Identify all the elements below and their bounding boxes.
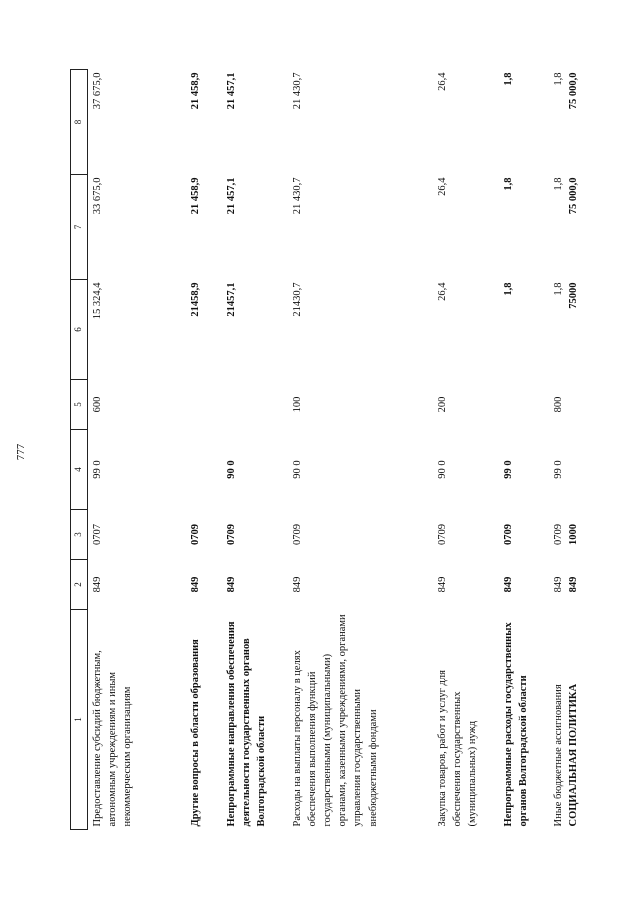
target-code: 99 0 [92, 460, 103, 479]
row-name: Непрограммные расходы государственных органов Волгоградской области [502, 622, 529, 827]
value-col6: 1,8 [552, 282, 564, 296]
column-header: 8 [71, 70, 88, 175]
expense-kind: 100 [291, 396, 303, 413]
column-header: 5 [71, 380, 88, 430]
value-col6: 26,4 [436, 282, 448, 301]
value-col7: 21 457,1 [225, 177, 237, 215]
section-code: 0709 [436, 524, 448, 545]
row-name: Расходы на выплаты персоналу в целях обеспечения выполнения функций государственными (муниципальными) органами, казенными учреждениями, органами управления государственными внебюджетными фондами [291, 614, 379, 827]
column-number-header [71, 70, 88, 830]
value-col6: 75000 [567, 282, 579, 309]
column-header: 3 [71, 510, 88, 560]
table-row [88, 70, 186, 830]
value-col8: 1,8 [552, 72, 564, 86]
table-row [186, 70, 222, 830]
section-code: 0709 [291, 524, 303, 545]
value-col6: 21430,7 [291, 282, 303, 317]
section-code: 0709 [189, 524, 201, 545]
section-code: 1000 [567, 524, 579, 545]
column-header: 1 [71, 610, 88, 830]
value-col8-pair [549, 70, 583, 175]
value-col8: 75 000,0 [567, 72, 579, 110]
target-code [186, 430, 222, 510]
target-code: 99 0 [552, 460, 564, 479]
target-code: 90 0 [291, 460, 303, 479]
value-col8: 21 457,1 [225, 72, 237, 110]
table-row [549, 70, 583, 830]
budget-table-rotated [70, 70, 579, 830]
value-col6: 15 324,4 [92, 282, 103, 320]
value-col7: 21 430,7 [291, 177, 303, 215]
expense-kind [499, 380, 549, 430]
value-col8: 1,8 [502, 72, 514, 86]
column-header: 2 [71, 560, 88, 610]
value-col7-pair [549, 175, 583, 280]
value-col7: 33 675,0 [92, 177, 103, 215]
value-col6-pair [549, 280, 583, 380]
ministry-code: 849 [502, 576, 514, 593]
ministry-code-pair [549, 560, 583, 610]
row-name: Предоставление субсидий бюджетным, автономным учреждениям и иным некоммерческим организациям [92, 650, 134, 827]
row-name: Непрограммные направления обеспечения деятельности государственных органов Волгоградской области [225, 621, 267, 827]
expense-kind: 800 [552, 396, 564, 413]
table-row [222, 70, 288, 830]
value-col8: 37 675,0 [92, 72, 103, 110]
budget-table [70, 69, 583, 830]
ministry-code: 849 [92, 576, 103, 593]
ministry-code: 849 [436, 576, 448, 593]
value-col6: 21458,9 [189, 282, 201, 317]
expense-kind: 600 [92, 396, 103, 413]
expense-kind [186, 380, 222, 430]
row-name: СОЦИАЛЬНАЯ ПОЛИТИКА [567, 683, 579, 827]
target-code: 90 0 [225, 460, 237, 479]
ministry-code: 849 [189, 576, 201, 593]
value-col6: 1,8 [502, 282, 514, 296]
value-col7: 75 000,0 [567, 177, 579, 215]
value-col8: 26,4 [436, 72, 448, 91]
value-col7: 26,4 [436, 177, 448, 196]
value-col7: 1,8 [552, 177, 564, 191]
ministry-code: 849 [552, 576, 564, 593]
row-name: Иные бюджетные ассигнования [552, 684, 564, 827]
value-col6: 21457,1 [225, 282, 237, 317]
ministry-code: 849 [567, 576, 579, 593]
value-col7: 1,8 [502, 177, 514, 191]
ministry-code: 849 [291, 576, 303, 593]
row-name-pair [549, 610, 583, 830]
value-col7: 21 458,9 [189, 177, 201, 215]
row-name: Закупка товаров, работ и услуг для обеспечения государственных (муниципальных) нужд [436, 670, 478, 827]
section-code: 0709 [552, 524, 564, 545]
expense-kind-pair [549, 380, 583, 430]
table-row [499, 70, 549, 830]
row-name: Другие вопросы в области образования [189, 639, 201, 827]
target-code: 90 0 [436, 460, 448, 479]
section-code: 0707 [92, 524, 103, 545]
target-code-pair [549, 430, 583, 510]
target-code: 99 0 [502, 460, 514, 479]
value-col8: 21 430,7 [291, 72, 303, 110]
section-code-pair [549, 510, 583, 560]
value-col8: 21 458,9 [189, 72, 201, 110]
section-code: 0709 [225, 524, 237, 545]
expense-kind: 200 [436, 396, 448, 413]
ministry-code: 849 [225, 576, 237, 593]
column-header: 4 [71, 430, 88, 510]
section-code: 0709 [502, 524, 514, 545]
expense-kind [222, 380, 288, 430]
page-number: 777 [15, 443, 27, 461]
column-header: 7 [71, 175, 88, 280]
column-header: 6 [71, 280, 88, 380]
table-row [433, 70, 499, 830]
table-row [288, 70, 433, 830]
